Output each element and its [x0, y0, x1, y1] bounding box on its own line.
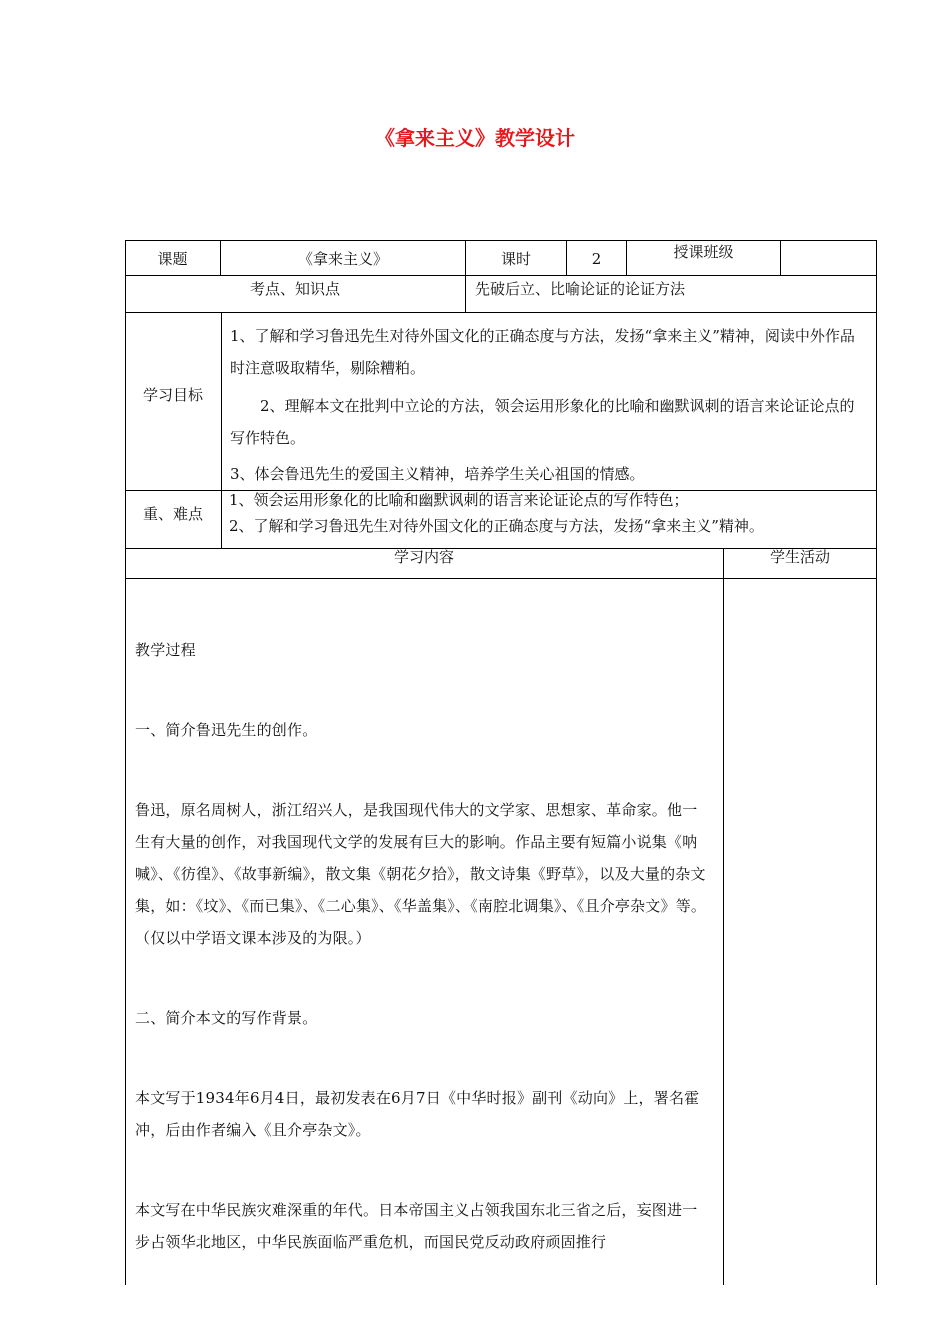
keypoint-item: 1、领会运用形象化的比喻和幽默讽刺的语言来论证论点的写作特色； — [229, 491, 689, 509]
table-border-top — [125, 240, 877, 241]
activity-column-header: 学生活动 — [769, 548, 830, 566]
keypoint-item: 2、了解和学习鲁迅先生对待外国文化的正确态度与方法，发扬“拿来主义”精神。 — [229, 517, 764, 535]
keypoints-label: 重、难点 — [142, 505, 203, 523]
goal-item: 2、理解本文在批判中立论的方法，领会运用形象化的比喻和幽默讽刺的语言来论证论点的写作特色。 — [230, 397, 855, 447]
col-divider — [780, 240, 781, 275]
topic-value: 《拿来主义》 — [297, 250, 388, 268]
section-1-body: 鲁迅，原名周树人，浙江绍兴人，是我国现代伟大的文学家、思想家、革命家。他一生有大量的创作，对我国现代文学的发展有巨大的影响。作品主要有短篇小说集《呐喊》、《彷徨》、《故事新编》，散文集《朝花夕拾》，散文诗集《野草》，以及大量的杂文集，如：《坟》、《而已集》、《二心集》、《华盖集》、《南腔北调集》、《且介亭杂文》等。（仅以中学语文课本涉及的为限。） — [135, 801, 707, 947]
document-title: 《拿来主义》教学设计 — [375, 126, 575, 150]
section-2-title: 二、简介本文的写作背景。 — [135, 1009, 318, 1027]
goals-label: 学习目标 — [142, 386, 203, 404]
class-label: 授课班级 — [673, 243, 734, 261]
goal-item: 1、了解和学习鲁迅先生对待外国文化的正确态度与方法，发扬“拿来主义”精神，阅读中外作品时注意吸取精华，剔除糟粕。 — [230, 327, 855, 377]
topic-label: 课题 — [157, 250, 188, 268]
section-1-title: 一、简介鲁迅先生的创作。 — [135, 721, 318, 739]
process-title: 教学过程 — [135, 641, 196, 659]
row-divider — [125, 312, 877, 313]
section-2-body-1: 本文写于1934年6月4日，最初发表在6月7日《中华时报》副刊《动向》上，署名霍冲，后由作者编入《且介亭杂文》。 — [135, 1089, 700, 1139]
content-column-header: 学习内容 — [393, 548, 454, 566]
hours-value: 2 — [591, 250, 602, 268]
hours-label: 课时 — [500, 250, 531, 268]
col-divider — [723, 548, 724, 1285]
lesson-content — [135, 578, 707, 1258]
goal-item: 3、体会鲁迅先生的爱国主义精神，培养学生关心祖国的情感。 — [230, 465, 645, 483]
table-border-right — [876, 240, 877, 1285]
section-2-body-2: 本文写在中华民族灾难深重的年代。日本帝国主义占领我国东北三省之后，妄图进一步占领华北地区，中华民族面临严重危机，而国民党反动政府顽固推行 — [135, 1201, 698, 1251]
row-divider — [125, 275, 877, 276]
kaodian-value: 先破后立、比喻论证的论证方法 — [475, 280, 686, 298]
kaodian-label: 考点、知识点 — [249, 280, 340, 298]
col-divider — [221, 312, 222, 548]
lesson-plan-table — [125, 240, 877, 1285]
